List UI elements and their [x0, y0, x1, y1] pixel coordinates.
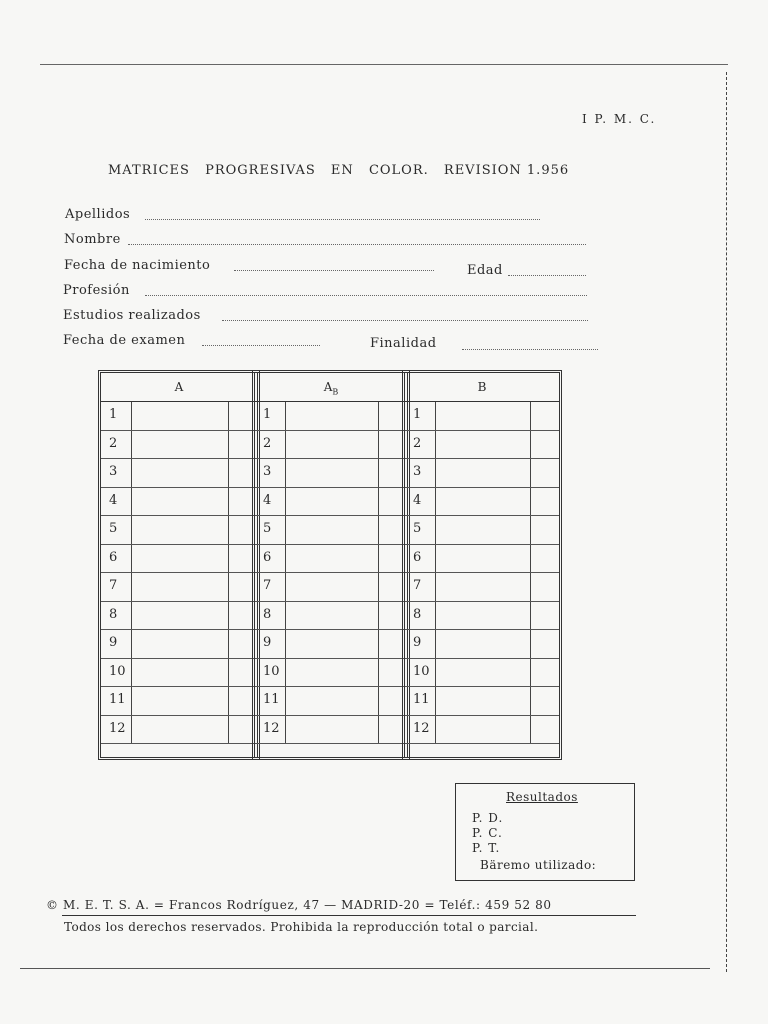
copyright-notice: Todos los derechos reservados. Prohibida la reproducción total o parcial. [64, 920, 539, 934]
row-number: 8 [109, 606, 118, 622]
row-number: 11 [413, 692, 430, 707]
table-row[interactable] [101, 716, 257, 745]
row-number: 1 [109, 407, 118, 422]
label-estudios: Estudios realizados [63, 308, 201, 323]
result-pd[interactable]: P. D. [472, 811, 504, 825]
label-apellidos: Apellidos [65, 207, 131, 222]
row-number: 7 [413, 578, 422, 593]
field-nombre[interactable] [128, 244, 586, 245]
row-number: 2 [109, 435, 118, 451]
footer-divider [62, 915, 636, 916]
table-row[interactable] [255, 431, 407, 460]
result-pt[interactable]: P. T. [472, 841, 501, 855]
table-row[interactable] [405, 402, 559, 431]
table-row[interactable] [101, 431, 257, 460]
result-baremo[interactable]: Bäremo utilizado: [480, 858, 597, 872]
row-number: 5 [413, 521, 422, 536]
field-apellidos[interactable] [145, 219, 540, 220]
results-box [455, 783, 635, 881]
table-row[interactable] [101, 402, 257, 431]
page-title [108, 163, 579, 178]
row-number: 12 [109, 720, 126, 736]
grid-column-a [98, 370, 260, 760]
row-number: 11 [263, 692, 280, 707]
table-row[interactable] [101, 545, 257, 574]
row-number: 12 [263, 720, 280, 736]
label-edad: Edad [467, 263, 503, 278]
field-estudios[interactable] [222, 320, 588, 321]
column-header-b: B [405, 373, 559, 402]
row-number: 9 [413, 635, 422, 650]
column-total[interactable] [405, 744, 559, 766]
table-row[interactable] [101, 659, 257, 688]
row-number: 6 [109, 549, 118, 565]
table-row[interactable] [255, 687, 407, 716]
field-fecha-nacimiento[interactable] [234, 270, 434, 271]
table-row[interactable] [101, 516, 257, 545]
table-row[interactable] [255, 488, 407, 517]
table-row[interactable] [405, 659, 559, 688]
row-number: 4 [413, 492, 422, 508]
table-row[interactable] [101, 488, 257, 517]
table-row[interactable] [255, 516, 407, 545]
label-fecha-nacimiento: Fecha de nacimiento [64, 258, 211, 273]
table-row[interactable] [101, 459, 257, 488]
row-number: 5 [109, 521, 118, 536]
header-main: A [323, 380, 333, 394]
column-header-a: A [101, 373, 257, 402]
column-total[interactable] [101, 744, 257, 766]
table-row[interactable] [405, 459, 559, 488]
table-row[interactable] [255, 630, 407, 659]
grid-column-b [402, 370, 562, 760]
row-number: 10 [263, 663, 280, 679]
table-row[interactable] [255, 402, 407, 431]
page-edge-top [40, 64, 728, 65]
row-number: 9 [109, 635, 118, 650]
title-word: MATRICES [108, 163, 190, 178]
field-fecha-examen[interactable] [202, 345, 320, 346]
results-title: Resultados [506, 790, 578, 804]
row-number: 1 [263, 407, 272, 422]
row-number: 4 [109, 492, 118, 508]
label-profesion: Profesión [63, 283, 130, 298]
table-row[interactable] [405, 687, 559, 716]
document-code: I P. M. C. [582, 112, 657, 126]
label-finalidad: Finalidad [370, 336, 437, 351]
table-row[interactable] [405, 488, 559, 517]
table-row[interactable] [255, 545, 407, 574]
table-row[interactable] [255, 659, 407, 688]
table-row[interactable] [405, 431, 559, 460]
table-row[interactable] [255, 459, 407, 488]
row-number: 10 [413, 663, 430, 679]
row-number: 1 [413, 407, 422, 422]
row-number: 8 [263, 606, 272, 622]
row-number: 11 [109, 692, 126, 707]
row-number: 3 [263, 464, 272, 479]
table-row[interactable] [405, 602, 559, 631]
column-header-ab [255, 373, 407, 402]
column-total[interactable] [255, 744, 407, 766]
label-fecha-examen: Fecha de examen [63, 333, 186, 348]
table-row[interactable] [405, 573, 559, 602]
table-row[interactable] [405, 516, 559, 545]
field-finalidad[interactable] [462, 349, 598, 350]
title-word: PROGRESIVAS [205, 163, 316, 178]
row-number: 8 [413, 606, 422, 622]
field-edad[interactable] [508, 275, 586, 276]
title-word: COLOR. [368, 163, 429, 178]
row-number: 5 [263, 521, 272, 536]
row-number: 3 [109, 464, 118, 479]
row-number: 9 [263, 635, 272, 650]
table-row[interactable] [101, 630, 257, 659]
row-number: 6 [413, 549, 422, 565]
row-number: 7 [263, 578, 272, 593]
page-edge-right [726, 72, 727, 972]
table-row[interactable] [255, 602, 407, 631]
result-pc[interactable]: P. C. [472, 826, 503, 840]
title-word: REVISION 1.956 [443, 163, 570, 178]
row-number: 3 [413, 464, 422, 479]
table-row[interactable] [405, 630, 559, 659]
table-row[interactable] [405, 545, 559, 574]
table-row[interactable] [101, 687, 257, 716]
page-edge-bottom [20, 968, 710, 969]
row-number: 2 [413, 435, 422, 451]
table-row[interactable] [255, 573, 407, 602]
publisher-line: © M. E. T. S. A. = Francos Rodríguez, 47 — MADRID-20 = Teléf.: 459 52 80 [46, 898, 552, 912]
row-number: 4 [263, 492, 272, 508]
field-profesion[interactable] [145, 295, 587, 296]
table-row[interactable] [101, 602, 257, 631]
table-row[interactable] [255, 716, 407, 745]
header-sub: B [332, 387, 339, 397]
row-number: 2 [263, 435, 272, 451]
row-number: 10 [109, 663, 126, 679]
grid-column-ab [252, 370, 410, 760]
row-number: 7 [109, 578, 118, 593]
label-nombre: Nombre [64, 232, 121, 247]
title-word: EN [330, 163, 354, 178]
table-row[interactable] [405, 716, 559, 745]
table-row[interactable] [101, 573, 257, 602]
row-number: 12 [413, 720, 430, 736]
row-number: 6 [263, 549, 272, 565]
